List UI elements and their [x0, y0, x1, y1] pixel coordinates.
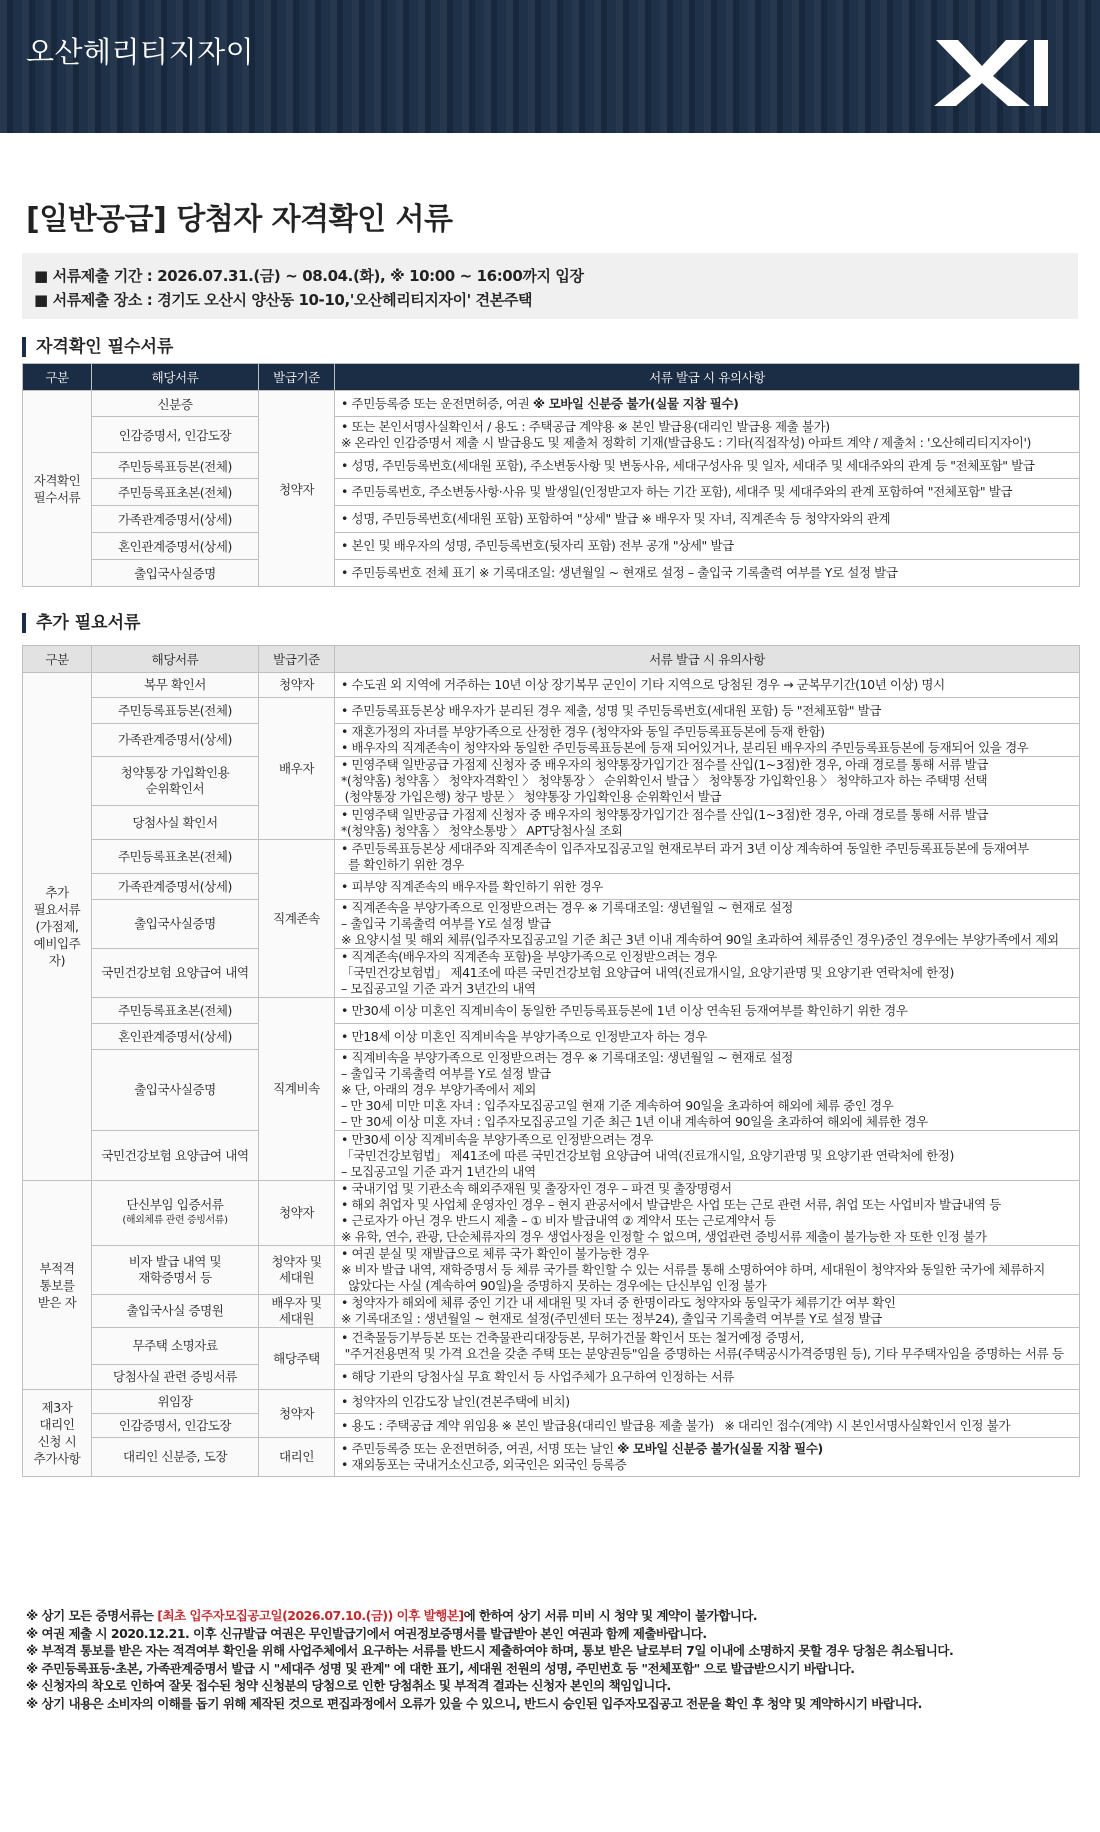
table-row — [23, 840, 1080, 874]
table-row — [23, 998, 1080, 1024]
table-row — [23, 1246, 1080, 1295]
table-row — [23, 673, 1080, 698]
doc-notes: • 성명, 주민등록번호(세대원 포함), 주소변동사항 및 변동사유, 세대구성사유 및 일자, 세대주 및 세대주와의 관계 등 "전체포함" 발급 — [335, 453, 1080, 479]
doc-name: 주민등록표초본(전체) — [92, 479, 259, 506]
table-row — [23, 1181, 1080, 1246]
section-title-required: 자격확인 필수서류 — [22, 337, 173, 357]
doc-name: 주민등록표초본(전체) — [92, 998, 259, 1024]
doc-name: 가족관계증명서(상세) — [92, 724, 259, 757]
doc-name: 복무 확인서 — [92, 673, 259, 698]
table-row — [23, 806, 1080, 840]
doc-notes: • 성명, 주민등록번호(세대원 포함) 포함하여 "상세" 발급 ※ 배우자 및 자녀, 직계존속 등 청약자와의 관계 — [335, 506, 1080, 533]
doc-name: 무주택 소명자료 — [92, 1328, 259, 1365]
doc-name: 당첨사실 확인서 — [92, 806, 259, 840]
note-5: ※ 신청자의 착오로 인하여 잘못 접수된 청약 신청분의 당첨으로 인한 당첨취소 및 부적격 결과는 신청자 본인의 책임입니다. — [26, 1678, 671, 1694]
doc-notes: • 국내기업 및 기관소속 해외주재원 및 출장자인 경우 – 파견 및 출장명령서 • 해외 취업자 및 사업체 운영자인 경우 – 현지 관공서에서 발급받은 사업 또는 근로 관련 서류, 취업 또는 사업비자 발급내역 등 • 근로자가 아닌 경우 반드시 제출 – ① 비자 발급내역 ② 계약서 또는 근로계약서 등 ※ 유학, 연수, 관광, 단순체류자의 경우 생업사정을 인정할 수 없으며, 생업관련 증빙서류 제출이 불가능한 자 또한 인정 불가 — [335, 1181, 1080, 1246]
doc-notes: • 주민등록표등본상 배우자가 분리된 경우 제출, 성명 및 주민등록번호(세대원 포함) 등 "전체포함" 발급 — [335, 698, 1080, 724]
required-docs-table — [22, 363, 1080, 587]
col-header-category: 구분 — [23, 364, 92, 391]
group-label: 부적격 통보를 받은 자 — [23, 1181, 92, 1390]
table-row — [23, 417, 1080, 453]
table-row — [23, 724, 1080, 757]
col-header-document: 해당서류 — [92, 364, 259, 391]
doc-name: 출입국사실 증명원 — [92, 1295, 259, 1328]
footer-notes — [26, 1607, 1080, 1713]
col-header-notes: 서류 발급 시 유의사항 — [335, 646, 1080, 673]
note-4: ※ 주민등록표등·초본, 가족관계증명서 발급 시 "세대주 성명 및 관계" 에 대한 표기, 세대원 전원의 성명, 주민번호 등 "전체포함" 으로 발급받으시기 바랍니다. — [26, 1660, 855, 1676]
doc-notes: • 주민등록증 또는 운전면허증, 여권, 서명 또는 날인 ※ 모바일 신분증 불가(실물 지참 필수) • 재외동포는 국내거소신고증, 외국인은 외국인 등록증 — [335, 1438, 1080, 1477]
submission-period: ■ 서류제출 기간 : 2026.07.31.(금) ~ 08.04.(화), ※ 10:00 ~ 16:00까지 입장 — [34, 267, 584, 285]
doc-notes: • 주민등록번호, 주소변동사항·사유 및 발생일(인정받고자 하는 기간 포함), 세대주 및 세대주와의 관계 포함하여 "전체포함" 발급 — [335, 479, 1080, 506]
table-row — [23, 698, 1080, 724]
basis-applicant: 청약자 — [259, 391, 335, 587]
doc-notes: • 만30세 이상 미혼인 직계비속이 동일한 주민등록표등본에 1년 이상 연속된 등재여부를 확인하기 위한 경우 — [335, 998, 1080, 1024]
doc-notes: • 만18세 이상 미혼인 직계비속을 부양가족으로 인정받고자 하는 경우 — [335, 1024, 1080, 1050]
table-row — [23, 506, 1080, 533]
doc-name: 주민등록표등본(전체) — [92, 453, 259, 479]
table-row — [23, 1438, 1080, 1477]
doc-name: 혼인관계증명서(상세) — [92, 1024, 259, 1050]
table-row — [23, 560, 1080, 587]
doc-notes: • 주민등록표등본상 세대주와 직계존속이 입주자모집공고일 현재로부터 과거 3년 이상 계속하여 동일한 주민등록표등본에 등재여부 를 확인하기 위한 경우 — [335, 840, 1080, 874]
doc-name: 당첨사실 관련 증빙서류 — [92, 1365, 259, 1390]
doc-notes: • 민영주택 일반공급 가점제 신청자 중 배우자의 청약통장가입기간 점수를 산입(1~3점)한 경우, 아래 경로를 통해 서류 발급 *(청약홈) 청약홈 〉 청약소통방 〉 APT당첨사실 조회 — [335, 806, 1080, 840]
note-6: ※ 상기 내용은 소비자의 이해를 돕기 위해 제작된 것으로 편집과정에서 오류가 있을 수 있으니, 반드시 승인된 입주자모집공고 전문을 확인 후 청약 및 계약하시기 바랍니다. — [26, 1695, 922, 1711]
doc-name: 단신부임 입증서류 (해외체류 관련 증빙서류) — [92, 1181, 259, 1246]
basis-label: 청약자 — [259, 1390, 335, 1438]
doc-notes: • 청약자가 해외에 체류 중인 기간 내 세대원 및 자녀 중 한명이라도 청약자와 동일국가 체류기간 여부 확인 ※ 기록대조일 : 생년월일 ~ 현재로 설정(주민센터 또는 정부24), 출입국 기록출력 여부를 Y로 설정 발급 — [335, 1295, 1080, 1328]
doc-notes: • 해당 기관의 당첨사실 무효 확인서 등 사업주체가 요구하여 인정하는 서류 — [335, 1365, 1080, 1390]
doc-name: 인감증명서, 인감도장 — [92, 417, 259, 453]
note-1: ※ 상기 모든 증명서류는 [최초 입주자모집공고일(2026.07.10.(금)) 이후 발행본]에 한하여 상기 서류 미비 시 청약 및 계약이 불가합니다. — [26, 1608, 758, 1623]
col-header-basis: 발급기준 — [259, 646, 335, 673]
basis-label: 배우자 및 세대원 — [259, 1295, 335, 1328]
table-row — [23, 1050, 1080, 1131]
col-header-notes: 서류 발급 시 유의사항 — [335, 364, 1080, 391]
doc-name: 가족관계증명서(상세) — [92, 874, 259, 900]
note-3: ※ 부적격 통보를 받은 자는 적격여부 확인을 위해 사업주체에서 요구하는 서류를 반드시 제출하여야 하며, 통보 받은 날로부터 7일 이내에 소명하지 못할 경우 당첨은 취소됩니다. — [26, 1643, 954, 1659]
table-row — [23, 1414, 1080, 1438]
group-label: 제3자 대리인 신청 시 추가사항 — [23, 1390, 92, 1477]
doc-name: 출입국사실증명 — [92, 1050, 259, 1131]
table-row — [23, 1328, 1080, 1365]
col-header-basis: 발급기준 — [259, 364, 335, 391]
doc-notes: • 청약자의 인감도장 날인(견본주택에 비치) — [335, 1390, 1080, 1414]
doc-notes: • 여권 분실 및 재발급으로 체류 국가 확인이 불가능한 경우 ※ 비자 발급 내역, 재학증명서 등 체류 국가를 확인할 수 있는 서류를 통해 소명하여야 하며, 세대원이 청약자와 동일한 국가에 체류하지 않았다는 사실 (계속하여 90일)을 증명하지 못하는 경우에는 단신부임 인정 불가 — [335, 1246, 1080, 1295]
doc-notes: • 만30세 이상 직계비속을 부양가족으로 인정받으려는 경우 「국민건강보험법」 제41조에 따른 국민건강보험 요양급여 내역(진료개시일, 요양기관명 및 요양기관 연락처에 한정) – 모집공고일 기준 과거 1년간의 내역 — [335, 1131, 1080, 1181]
table-row — [23, 533, 1080, 560]
submission-info-box — [22, 253, 1078, 319]
table-row — [23, 479, 1080, 506]
basis-label: 직계비속 — [259, 998, 335, 1181]
doc-name: 청약통장 가입확인용 순위확인서 — [92, 757, 259, 806]
doc-notes: • 피부양 직계존속의 배우자를 확인하기 위한 경우 — [335, 874, 1080, 900]
brand-name: 오산헤리티지자이 — [26, 35, 255, 69]
doc-name: 대리인 신분증, 도장 — [92, 1438, 259, 1477]
page-title: [일반공급] 당첨자 자격확인 서류 — [26, 202, 453, 237]
col-header-document: 해당서류 — [92, 646, 259, 673]
doc-notes: • 민영주택 일반공급 가점제 신청자 중 배우자의 청약통장가입기간 점수를 산입(1~3점)한 경우, 아래 경로를 통해 서류 발급 *(청약홈) 청약홈 〉 청약자격확인 〉 청약통장 〉 순위확인서 발급 〉 청약통장 가입확인용 〉 청약하고자 하는 주택명 선택 (청약통장 가입은행) 창구 방문 〉 청약통장 가입확인용 순위확인서 발급 — [335, 757, 1080, 806]
table-row — [23, 1295, 1080, 1328]
doc-notes: • 주민등록증 또는 운전면허증, 여권 ※ 모바일 신분증 불가(실물 지참 필수) — [335, 391, 1080, 417]
section-title-additional: 추가 필요서류 — [22, 613, 140, 633]
table-row — [23, 453, 1080, 479]
doc-name: 인감증명서, 인감도장 — [92, 1414, 259, 1438]
table-row — [23, 1024, 1080, 1050]
note-2: ※ 여권 제출 시 2020.12.21. 이후 신규발급 여권은 무인발급기에서 여권정보증명서를 발급받아 본인 여권과 함께 제출바랍니다. — [26, 1625, 707, 1641]
doc-notes: • 용도 : 주택공급 계약 위임용 ※ 본인 발급용(대리인 발급용 제출 불가) ※ 대리인 접수(계약) 시 본인서명사실확인서 인정 불가 — [335, 1414, 1080, 1438]
doc-name: 혼인관계증명서(상세) — [92, 533, 259, 560]
doc-name: 신분증 — [92, 391, 259, 417]
doc-notes: • 직계존속을 부양가족으로 인정받으려는 경우 ※ 기록대조일: 생년월일 ~ 현재로 설정 – 출입국 기록출력 여부를 Y로 설정 발급 ※ 요양시설 및 해외 체류(입주자모집공고일 기준 최근 3년 이내 계속하여 90일 초과하여 체류중인 경우)중인 경우에는 부양가족에서 제외 — [335, 900, 1080, 949]
basis-label: 청약자 및 세대원 — [259, 1246, 335, 1295]
doc-notes: • 직계비속을 부양가족으로 인정받으려는 경우 ※ 기록대조일: 생년월일 ~ 현재로 설정 – 출입국 기록출력 여부를 Y로 설정 발급 ※ 단, 아래의 경우 부양가족에서 제외 – 만 30세 미만 미혼 자녀 : 입주자모집공고일 현재 기준 계속하여 90일을 초과하여 해외에 체류 중인 경우 – 만 30세 이상 미혼 자녀 : 입주자모집공고일 기준 최근 1년 이내 계속하여 90일을 초과하여 해외에 체류한 경우 — [335, 1050, 1080, 1131]
doc-name: 주민등록표등본(전체) — [92, 698, 259, 724]
xi-logo-icon — [934, 38, 1050, 108]
table-row — [23, 1131, 1080, 1181]
basis-label: 해당주택 — [259, 1328, 335, 1390]
doc-notes: • 수도권 외 지역에 거주하는 10년 이상 장기복무 군인이 기타 지역으로 당첨된 경우 → 군복무기간(10년 이상) 명시 — [335, 673, 1080, 698]
table-row — [23, 757, 1080, 806]
basis-label: 배우자 — [259, 698, 335, 840]
basis-label: 청약자 — [259, 673, 335, 698]
site-header — [0, 0, 1100, 133]
doc-name: 가족관계증명서(상세) — [92, 506, 259, 533]
doc-notes: • 직계존속(배우자의 직계존속 포함)을 부양가족으로 인정받으려는 경우 「국민건강보험법」 제41조에 따른 국민건강보험 요양급여 내역(진료개시일, 요양기관명 및 요양기관 연락처에 한정) – 모집공고일 기준 과거 3년간의 내역 — [335, 949, 1080, 998]
table-row — [23, 391, 1080, 417]
doc-name: 국민건강보험 요양급여 내역 — [92, 949, 259, 998]
doc-name: 국민건강보험 요양급여 내역 — [92, 1131, 259, 1181]
additional-docs-table — [22, 645, 1080, 1477]
submission-place: ■ 서류제출 장소 : 경기도 오산시 양산동 10-10,'오산헤리티지자이' 견본주택 — [34, 291, 533, 309]
table-row — [23, 1390, 1080, 1414]
doc-name: 비자 발급 내역 및 재학증명서 등 — [92, 1246, 259, 1295]
table-row — [23, 874, 1080, 900]
doc-name: 주민등록표초본(전체) — [92, 840, 259, 874]
basis-label: 대리인 — [259, 1438, 335, 1477]
doc-subtitle: (해외체류 관련 증빙서류) — [122, 1215, 228, 1226]
doc-notes: • 또는 본인서명사실확인서 / 용도 : 주택공급 계약용 ※ 본인 발급용(대리인 발급용 제출 불가) ※ 온라인 인감증명서 제출 시 발급용도 및 제출처 정확히 기재(발급용도 : 기타(직접작성) 아파트 계약 / 제출처 : '오산헤리티지자이') — [335, 417, 1080, 453]
doc-name: 위임장 — [92, 1390, 259, 1414]
basis-label: 직계존속 — [259, 840, 335, 998]
doc-name: 출입국사실증명 — [92, 560, 259, 587]
doc-notes: • 재혼가정의 자녀를 부양가족으로 산정한 경우 (청약자와 동일 주민등록표등본에 등재 한함) • 배우자의 직계존속이 청약자와 동일한 주민등록표등본에 등재 되어있거나, 분리된 배우자의 주민등록표등본에 등재되어 있을 경우 — [335, 724, 1080, 757]
doc-notes: • 건축물등기부등본 또는 건축물관리대장등본, 무허가건물 확인서 또는 철거예정 증명서, "주거전용면적 및 가격 요건을 갖춘 주택 또는 분양권등"임을 증명하는 서류(주택공시가격증명원 등), 기타 무주택자임을 증명하는 서류 등 — [335, 1328, 1080, 1365]
basis-label: 청약자 — [259, 1181, 335, 1246]
table-row — [23, 1365, 1080, 1390]
group-label: 추가 필요서류 (가점제, 예비입주자) — [23, 673, 92, 1181]
doc-notes: • 주민등록번호 전체 표기 ※ 기록대조일: 생년월일 ~ 현재로 설정 – 출입국 기록출력 여부를 Y로 설정 발급 — [335, 560, 1080, 587]
group-required: 자격확인 필수서류 — [23, 391, 92, 587]
table-row — [23, 900, 1080, 949]
doc-name: 출입국사실증명 — [92, 900, 259, 949]
col-header-category: 구분 — [23, 646, 92, 673]
doc-notes: • 본인 및 배우자의 성명, 주민등록번호(뒷자리 포함) 전부 공개 "상세" 발급 — [335, 533, 1080, 560]
table-row — [23, 949, 1080, 998]
